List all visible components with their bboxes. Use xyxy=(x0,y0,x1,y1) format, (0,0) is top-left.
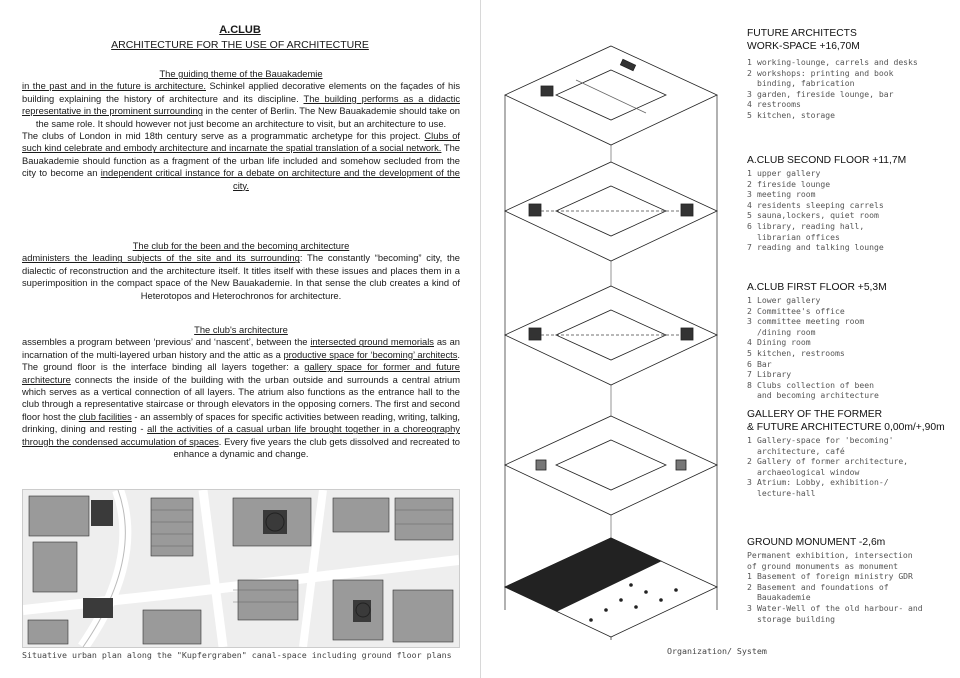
section-club-architecture xyxy=(22,324,460,460)
legend-item: 2 workshops: printing and book binding, fabrication xyxy=(747,68,957,89)
legend-item: 3 committee meeting room /dining room xyxy=(747,316,957,337)
text-run: The clubs of London in mid 18th century serve as a programmatic archetype for this project. xyxy=(22,131,425,142)
paragraph xyxy=(22,130,460,192)
text-emphasis: independent critical instance for a debate on architecture and the development of the city. xyxy=(100,168,461,191)
legend-gallery xyxy=(747,408,957,499)
text-run: assembles a program between ‘previous’ and ‘nascent’, between the xyxy=(22,337,311,348)
text-emphasis: club facilities xyxy=(78,411,132,422)
legend-item-text: working-lounge, carrels and desks xyxy=(757,57,918,67)
paragraph xyxy=(22,336,460,460)
legend-item: 6 library, reading hall, librarian offices xyxy=(747,221,957,242)
legend-title xyxy=(747,154,957,167)
legend-item: 4 Dining room xyxy=(747,337,957,348)
legend-item: 1 Lower gallery xyxy=(747,295,957,306)
text-emphasis: The building performs as a didactic representative in the prominent surrounding xyxy=(22,93,460,117)
legend-title xyxy=(747,536,957,549)
text-run: connects the inside of the building with the urban outside and surrounds a central atrium which serves as a vertical connection of all layers. The atrium also functions as the entrance hall to the club through a representative staircase or through elevators in the opposing corners. The first and second floor host the xyxy=(22,374,460,422)
legend-list xyxy=(747,550,957,624)
legend-item: 1 Basement of foreign ministry GDR xyxy=(747,571,957,582)
text-run: . The ground floor is the interface binding all layers together: a xyxy=(22,349,460,373)
section-heading: The club for the been and the becoming architecture xyxy=(132,241,350,251)
legend-item-text: meeting room xyxy=(757,189,816,200)
text-run: The Bauakademie should function as a fragment of the urban life included and somehow secluded from the city to become an xyxy=(22,143,461,179)
legend-title-line: GROUND MONUMENT -2,6m xyxy=(747,537,886,548)
legend-title-line: A.CLUB SECOND FLOOR +11,7M xyxy=(747,155,907,166)
legend-item: 8 Clubs collection of been and becoming architecture xyxy=(747,380,957,401)
legend-item-text: sauna,lockers, quiet room xyxy=(757,210,879,221)
legend-item-text: Basement of foreign ministry GDR xyxy=(757,571,913,582)
legend-item-text: kitchen, storage xyxy=(757,109,835,120)
section-club-becoming xyxy=(22,240,460,302)
legend-item: 2 Gallery of former architecture, archaeological window xyxy=(747,456,957,477)
legend-item-text: reading and talking lounge xyxy=(757,242,884,253)
legend-item-text: garden, fireside lounge, bar xyxy=(757,88,894,99)
legend-item-text: workshops: printing and book binding, fabrication xyxy=(757,67,894,89)
legend-item: 2 Basement and foundations of Bauakademie xyxy=(747,582,957,603)
text-run: in the center of Berlin. The New Bauakademie should take on the same role. It should however not just become an architecture to visit, but an architecture to use. xyxy=(35,106,460,129)
legend-item: 3 garden, fireside lounge, bar xyxy=(747,89,957,100)
legend-item: 5 kitchen, storage xyxy=(747,110,957,121)
paragraph xyxy=(22,252,460,302)
paragraph xyxy=(22,80,460,130)
level-workspace xyxy=(505,46,717,145)
legend-item: 4 residents sleeping carrels xyxy=(747,200,957,211)
legend-title xyxy=(747,27,957,53)
legend-item: 1 upper gallery xyxy=(747,168,957,179)
legend-title-line: GALLERY OF THE FORMER xyxy=(747,409,883,420)
legend-item-text: restrooms xyxy=(757,99,801,110)
section-guiding-theme xyxy=(22,68,460,192)
legend-workspace xyxy=(747,27,957,121)
legend-item: 4 restrooms xyxy=(747,99,957,110)
text-run: - an assembly of spaces for specific activities between reading, writing, talking, drinking, dining and resting - xyxy=(22,411,460,435)
legend-item: 6 Bar xyxy=(747,359,957,370)
section-heading: The club's architecture xyxy=(194,325,288,335)
level-second-floor xyxy=(505,162,717,261)
legend-item: 3 meeting room xyxy=(747,189,957,200)
legend-list xyxy=(747,295,957,401)
text-emphasis: administers the leading subjects of the site and its surrounding xyxy=(22,253,300,264)
legend-title-line: WORK-SPACE +16,70M xyxy=(747,41,860,52)
legend-item: 2 Committee's office xyxy=(747,306,957,317)
legend-item-text: upper gallery xyxy=(757,168,821,178)
legend-title-line: FUTURE ARCHITECTS xyxy=(747,28,857,39)
legend-item-text: library, reading hall, librarian offices xyxy=(757,220,865,242)
text-emphasis: productive space for ‘becoming’ architects xyxy=(283,349,458,360)
diagram-caption: Organization/ System xyxy=(667,646,767,656)
text-emphasis: gallery space for former and future architecture xyxy=(22,362,460,385)
legend-item-text: committee meeting room /dining room xyxy=(757,316,865,337)
legend-item: 3 Water-Well of the old harbour- and storage building xyxy=(747,603,957,624)
right-page xyxy=(481,0,960,678)
page-subtitle: ARCHITECTURE FOR THE USE OF ARCHITECTURE xyxy=(111,39,369,51)
legend-item: 3 Atrium: Lobby, exhibition-/ lecture-hall xyxy=(747,477,957,498)
legend-title-line: A.CLUB FIRST FLOOR +5,3M xyxy=(747,282,887,293)
text-emphasis: intersected ground memorials xyxy=(310,337,434,348)
text-run: as an incarnation of the multi-layered urban history and the attic as a xyxy=(22,337,460,360)
legend-item-text: residents sleeping carrels xyxy=(757,199,884,210)
legend-item-text: Committee's office xyxy=(757,305,845,316)
legend-item-text: Lower gallery xyxy=(757,295,821,305)
level-first-floor xyxy=(505,286,717,385)
legend-item-text: Library xyxy=(757,369,792,380)
legend-ground-monument xyxy=(747,536,957,624)
legend-item: 7 reading and talking lounge xyxy=(747,242,957,253)
urban-plan-map xyxy=(22,489,460,648)
legend-list xyxy=(747,168,957,253)
text-run: : The constantly “becoming” city, the dialectic of reconstruction and the architecture itself. It titles itself with these issues and places them in a superimposition in the compact space of the New Bauakademie. In that sense the club creates a kind of Heterotopos and Heterochronos for architecture. xyxy=(22,253,460,301)
text-emphasis: in the past and in the future is architecture. xyxy=(22,81,206,92)
legend-item: 1 working-lounge, carrels and desks xyxy=(747,57,957,68)
legend-item: 2 fireside lounge xyxy=(747,179,957,190)
text-emphasis: Clubs of such kind celebrate and embody architecture and incarnate the spatial translation of a social network. xyxy=(22,131,460,154)
level-ground-monument xyxy=(505,538,717,637)
legend-item-text: Bar xyxy=(757,358,772,369)
legend-list xyxy=(747,57,957,121)
legend-title xyxy=(747,408,957,434)
legend-item-text: fireside lounge xyxy=(757,178,831,189)
text-run: Schinkel applied decorative elements on the façades of his building explaining the history of architecture and its discipline. xyxy=(22,81,460,104)
legend-item: 7 Library xyxy=(747,369,957,380)
legend-item: 5 sauna,lockers, quiet room xyxy=(747,210,957,221)
legend-item-text: Atrium: Lobby, exhibition-/ lecture-hall xyxy=(757,477,889,498)
urban-plan-drawing xyxy=(23,490,459,647)
legend-item-text: Basement and foundations of Bauakademie xyxy=(757,581,889,603)
legend-list xyxy=(747,435,957,499)
legend-item-text: Gallery of former architecture, archaeological window xyxy=(757,456,909,477)
legend-item-text: Clubs collection of been and becoming architecture xyxy=(757,379,879,401)
text-run: . Every five years the club gets dissolved and recreated to enhance a dynamic and change. xyxy=(173,436,460,460)
page-title: A.CLUB xyxy=(219,24,261,36)
exploded-axonometric-diagram xyxy=(481,0,741,678)
legend-intro: Permanent exhibition, intersection of ground monuments as monument xyxy=(747,550,913,571)
legend-first-floor xyxy=(747,281,957,401)
legend-item-text: Dining room xyxy=(757,337,811,348)
level-gallery xyxy=(505,416,717,515)
legend-title-line: & FUTURE ARCHITECTURE 0,00m/+,90m xyxy=(747,422,945,433)
text-emphasis: all the activities of a casual urban life brought together in a choreography through the condensed accumulation of spaces xyxy=(22,424,460,447)
legend-item-text: Gallery-space for 'becoming' architecture, café xyxy=(757,435,894,456)
legend-title xyxy=(747,281,957,294)
legend-item-text: Water-Well of the old harbour- and storage building xyxy=(757,602,923,624)
legend-item: 5 kitchen, restrooms xyxy=(747,348,957,359)
map-caption: Situative urban plan along the "Kupfergraben" canal-space including ground floor plans xyxy=(22,650,452,660)
legend-item-text: kitchen, restrooms xyxy=(757,347,845,358)
legend-second-floor xyxy=(747,154,957,253)
section-heading: The guiding theme of the Bauakademie xyxy=(159,69,323,79)
legend-item: 1 Gallery-space for 'becoming' architecture, café xyxy=(747,435,957,456)
